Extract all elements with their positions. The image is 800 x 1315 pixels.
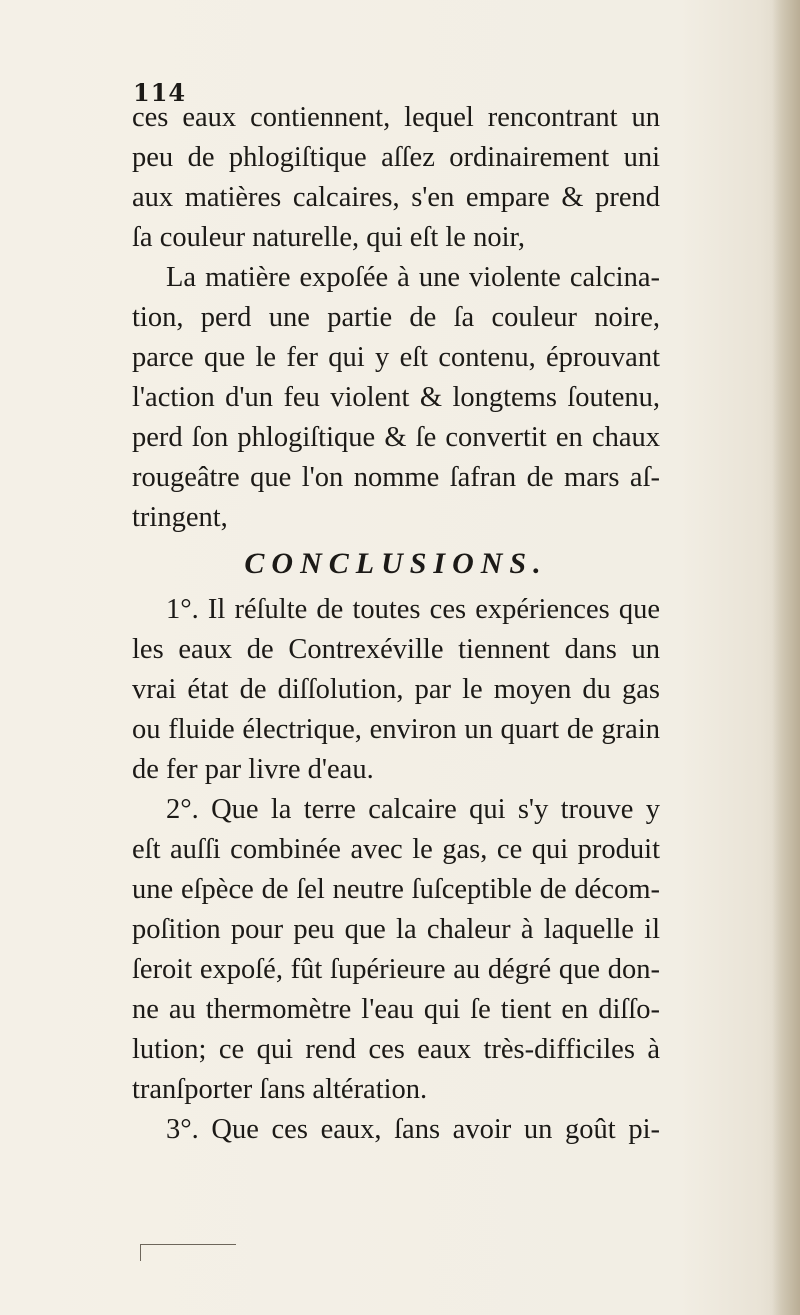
- text-line: 3°. Que ces eaux, ſans avoir un goût pi-: [166, 1114, 660, 1145]
- text-line: les eaux de Contrexéville tiennent dans un: [132, 634, 660, 665]
- text-line: une eſpèce de ſel neutre ſuſceptible de décom-: [132, 874, 660, 905]
- text-line: poſition pour peu que la chaleur à laquelle il: [132, 914, 660, 945]
- text-line: aux matières calcaires, s'en empare & prend: [132, 182, 660, 213]
- text-line: de fer par livre d'eau.: [132, 754, 374, 785]
- page-number: 114: [133, 78, 187, 107]
- text-line: ces eaux contiennent, lequel rencontrant un: [132, 102, 660, 133]
- text-line: 1°. Il réſulte de toutes ces expériences que: [166, 594, 660, 625]
- text-line: tranſporter ſans altération.: [132, 1074, 428, 1105]
- text-line: tion, perd une partie de ſa couleur noire,: [132, 302, 660, 333]
- text-line: parce que le fer qui y eſt contenu, éprouvant: [132, 342, 660, 373]
- text-line: l'action d'un feu violent & longtems ſoutenu,: [132, 382, 660, 413]
- text-line: perd ſon phlogiſtique & ſe convertit en chaux: [132, 422, 660, 453]
- body-text: [132, 98, 660, 1150]
- text-line: lution; ce qui rend ces eaux très-difficiles à: [132, 1034, 660, 1065]
- text-line: 2°. Que la terre calcaire qui s'y trouve y: [166, 794, 660, 825]
- binding-mark: [140, 1244, 236, 1261]
- text-line: rougeâtre que l'on nomme ſafran de mars aſ-: [132, 462, 660, 493]
- text-line: ſa couleur naturelle, qui eſt le noir,: [132, 222, 525, 253]
- text-line: La matière expoſée à une violente calcina-: [166, 262, 660, 293]
- text-line: eſt auſſi combinée avec le gas, ce qui produit: [132, 834, 660, 865]
- text-line: ou fluide électrique, environ un quart de grain: [132, 714, 660, 745]
- section-heading: CONCLUSIONS.: [244, 547, 548, 580]
- text-line: peu de phlogiſtique aſſez ordinairement uni: [132, 142, 660, 173]
- page-edge-shadow: [772, 0, 800, 1315]
- text-line: tringent,: [132, 502, 228, 533]
- text-line: vrai état de diſſolution, par le moyen du gas: [132, 674, 660, 705]
- text-line: ne au thermomètre l'eau qui ſe tient en diſſo-: [132, 994, 660, 1025]
- text-line: ſeroit expoſé, fût ſupérieure au dégré que don-: [132, 954, 660, 985]
